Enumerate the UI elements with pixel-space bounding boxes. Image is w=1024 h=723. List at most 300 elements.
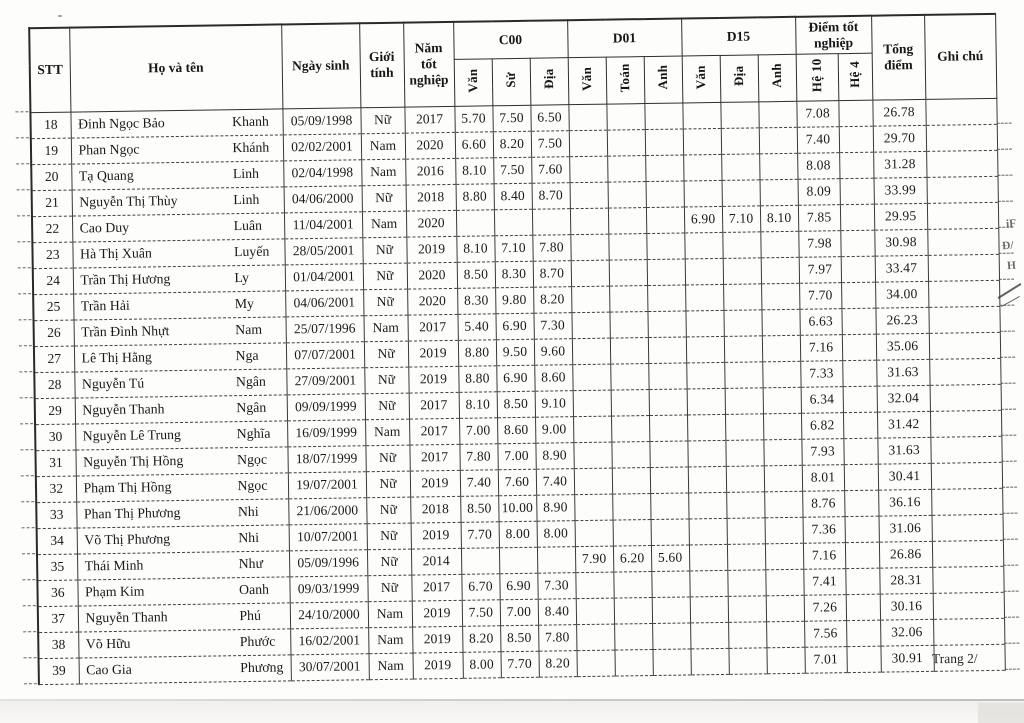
cell-d01-2 (645, 129, 683, 156)
cell-he4 (846, 620, 880, 647)
cell-name (75, 446, 287, 475)
header-ghi-chu: Ghi chú (924, 14, 996, 99)
cell-gender: Nam (361, 159, 405, 186)
name-given: Oanh (238, 581, 270, 598)
cell-tong: 30.41 (878, 463, 931, 490)
cell-grad-year: 2019 (412, 600, 462, 627)
cell-c00-0: 8.20 (462, 625, 500, 652)
cell-name (72, 238, 284, 267)
cell-c00-2: 8.00 (537, 520, 575, 547)
cell-c00-2: 8.40 (538, 598, 576, 625)
cell-d15-0 (686, 336, 724, 363)
cell-d01-1 (611, 441, 649, 468)
cell-he4 (844, 490, 878, 517)
cell-dob: 24/10/2000 (290, 601, 368, 628)
scan-dash-bleed (997, 149, 1012, 150)
cell-c00-1: 8.60 (497, 417, 535, 444)
cell-d15-2 (766, 621, 804, 648)
cell-d15-2 (764, 465, 802, 492)
cell-he10: 7.36 (803, 516, 845, 543)
scan-margin-mark: iF (1005, 217, 1017, 231)
cell-note (932, 566, 1003, 593)
cell-d15-1 (723, 257, 761, 284)
cell-stt: 26 (34, 320, 74, 347)
scan-speck (58, 15, 62, 17)
cell-d01-1 (610, 337, 648, 364)
cell-gender: Nam (368, 601, 412, 628)
scan-dash-bleed (21, 475, 34, 476)
cell-dob: 05/09/1998 (282, 107, 360, 134)
cell-d15-1 (726, 491, 764, 518)
cell-tong: 26.23 (876, 307, 929, 334)
cell-d01-1 (614, 623, 652, 650)
scan-dash-bleed (16, 163, 29, 164)
cell-d15-0 (689, 570, 727, 597)
scan-dash-bleed (24, 683, 37, 684)
cell-c00-1 (499, 547, 537, 574)
scan-dash-bleed (1004, 591, 1019, 592)
cell-stt: 32 (36, 476, 76, 503)
cell-he10: 8.08 (797, 152, 839, 179)
cell-gender: Nữ (366, 471, 410, 498)
cell-d15-0 (688, 466, 726, 493)
cell-he10: 6.63 (800, 308, 842, 335)
cell-stt: 38 (38, 632, 78, 659)
header-he4-label: Hệ 4 (847, 60, 863, 89)
cell-note (928, 254, 999, 281)
header-d01-anh-label: Anh (655, 64, 671, 90)
sheet (28, 13, 1004, 685)
cell-tong: 32.06 (880, 619, 933, 646)
cell-note (930, 436, 1001, 463)
cell-gender: Nữ (364, 341, 408, 368)
header-name: Họ và tên (69, 24, 282, 111)
cell-c00-2: 8.90 (536, 494, 574, 521)
cell-he10: 8.01 (802, 464, 844, 491)
scan-dash-bleed (1001, 435, 1016, 436)
scan-dash-bleed (997, 123, 1012, 124)
cell-he4 (842, 360, 876, 387)
scan-edge-band (0, 701, 1024, 723)
cell-d01-0 (573, 442, 611, 469)
cell-grad-year: 2014 (411, 548, 461, 575)
cell-c00-0 (456, 209, 494, 236)
cell-note (932, 514, 1003, 541)
name-family: Lê Thị Hằng (81, 349, 152, 366)
cell-d01-1 (608, 233, 646, 260)
cell-name (76, 498, 288, 527)
scan-dash-bleed (1001, 383, 1016, 384)
score-table (28, 13, 1005, 685)
cell-c00-2 (532, 208, 570, 235)
cell-note (933, 618, 1004, 645)
cell-he4 (845, 568, 879, 595)
header-d15-anh (758, 54, 797, 102)
name-given: Khánh (232, 139, 270, 156)
cell-d01-1 (613, 571, 651, 598)
cell-d15-1 (728, 621, 766, 648)
name-family: Phạm Thị Hồng (83, 479, 172, 496)
cell-c00-1: 7.00 (500, 599, 538, 626)
cell-tong: 30.98 (874, 229, 927, 256)
cell-d15-1 (720, 101, 758, 128)
cell-d01-2 (653, 648, 691, 675)
cell-stt: 36 (37, 580, 77, 607)
cell-d15-1 (729, 647, 767, 674)
cell-d01-1 (608, 207, 646, 234)
name-given: Ly (234, 269, 250, 286)
cell-he4 (843, 412, 877, 439)
cell-dob: 09/03/1999 (289, 575, 367, 602)
name-given: Ngân (235, 373, 266, 390)
scan-dash-bleed (1004, 617, 1019, 618)
cell-d01-0 (575, 520, 613, 547)
cell-c00-0: 7.50 (462, 599, 500, 626)
cell-name (71, 134, 283, 163)
cell-gender: Nữ (363, 289, 407, 316)
cell-d15-1 (724, 361, 762, 388)
cell-c00-1: 9.50 (496, 339, 534, 366)
cell-he10: 7.70 (799, 282, 841, 309)
cell-dob: 02/04/1998 (283, 159, 361, 186)
cell-d01-0 (570, 182, 608, 209)
cell-c00-1: 7.50 (492, 105, 530, 132)
cell-d15-0 (687, 414, 725, 441)
cell-d15-1 (724, 335, 762, 362)
header-group-d01: D01 (567, 19, 682, 58)
cell-c00-2 (537, 546, 575, 573)
cell-c00-2: 7.50 (531, 130, 569, 157)
cell-c00-2: 8.20 (533, 286, 571, 313)
cell-d15-0 (690, 622, 728, 649)
cell-d01-0 (568, 104, 606, 131)
cell-he10: 7.85 (798, 204, 840, 231)
header-he4 (838, 53, 873, 100)
cell-grad-year: 2020 (407, 288, 457, 315)
name-family: Phan Thị Phương (83, 504, 181, 522)
cell-he4 (840, 204, 874, 231)
cell-d15-0 (689, 544, 727, 571)
cell-c00-2: 7.40 (536, 468, 574, 495)
cell-d01-0 (570, 234, 608, 261)
cell-gender: Nữ (362, 237, 406, 264)
table-body (30, 98, 1004, 684)
cell-grad-year: 2017 (407, 314, 457, 341)
cell-grad-year: 2019 (408, 366, 458, 393)
cell-name (72, 186, 284, 215)
scan-dash-bleed (999, 253, 1014, 254)
cell-stt: 20 (31, 164, 71, 191)
cell-he4 (840, 230, 874, 257)
cell-he10: 7.33 (800, 360, 842, 387)
name-family: Nguyễn Thanh (82, 401, 165, 418)
cell-grad-year: 2018 (410, 496, 460, 523)
cell-c00-2: 8.20 (538, 650, 576, 677)
scan-dash-bleed (1002, 487, 1017, 488)
cell-grad-year: 2017 (409, 418, 459, 445)
scan-dash-bleed (19, 319, 32, 320)
cell-c00-0: 7.80 (459, 443, 497, 470)
cell-note (933, 592, 1004, 619)
cell-dob: 30/07/2001 (291, 653, 369, 680)
cell-he4 (839, 126, 873, 153)
cell-d15-2 (761, 257, 799, 284)
cell-d15-0 (686, 310, 724, 337)
cell-d01-0 (569, 130, 607, 157)
cell-d15-0 (684, 180, 722, 207)
cell-c00-1: 6.90 (499, 573, 537, 600)
cell-he10: 6.34 (801, 386, 843, 413)
cell-d15-1 (725, 387, 763, 414)
cell-d15-1 (727, 543, 765, 570)
cell-tong: 33.47 (875, 255, 928, 282)
name-family: Thái Minh (84, 557, 144, 574)
cell-d01-0 (576, 598, 614, 625)
cell-grad-year: 2017 (404, 106, 454, 133)
cell-d01-2 (647, 284, 685, 311)
name-family: Võ Thị Phương (84, 531, 171, 548)
cell-dob: 18/07/1999 (287, 445, 365, 472)
cell-dob: 16/02/2001 (290, 627, 368, 654)
cell-c00-0: 5.40 (457, 313, 495, 340)
header-c00-su (492, 58, 531, 106)
cell-dob: 19/07/2001 (288, 471, 366, 498)
name-family: Tạ Quang (78, 167, 134, 184)
cell-d01-2 (647, 258, 685, 285)
cell-grad-year: 2018 (406, 184, 456, 211)
cell-stt: 19 (31, 138, 71, 165)
cell-he10: 7.16 (800, 334, 842, 361)
name-given: Như (238, 555, 264, 572)
scan-dash-bleed (17, 189, 30, 190)
cell-note (929, 358, 1000, 385)
scan-margin-mark: H (1006, 259, 1017, 273)
cell-tong: 31.28 (873, 151, 926, 178)
cell-d01-0 (571, 286, 609, 313)
cell-d15-1 (721, 153, 759, 180)
name-given: Ngọc (237, 451, 268, 468)
cell-stt: 37 (38, 606, 78, 633)
cell-d15-2 (760, 179, 798, 206)
cell-name (77, 576, 289, 605)
cell-grad-year: 2016 (405, 158, 455, 185)
table-header (29, 14, 996, 112)
cell-stt: 35 (37, 554, 77, 581)
cell-tong: 26.78 (872, 99, 925, 126)
name-family: Nguyễn Lê Trung (82, 426, 181, 444)
cell-name (72, 212, 284, 241)
cell-note (927, 202, 998, 229)
cell-he10: 7.01 (805, 646, 847, 673)
cell-gender: Nữ (365, 393, 409, 420)
name-family: Võ Hữu (85, 635, 131, 652)
cell-d15-2 (763, 413, 801, 440)
cell-he10: 7.08 (796, 100, 838, 127)
cell-stt: 25 (33, 294, 73, 321)
cell-name (77, 524, 289, 553)
cell-d01-0 (573, 416, 611, 443)
cell-note (929, 306, 1000, 333)
cell-stt: 18 (30, 112, 70, 139)
scan-dash-bleed (22, 553, 35, 554)
scan-dash-bleed (20, 397, 33, 398)
cell-name (71, 160, 283, 189)
cell-stt: 21 (32, 190, 72, 217)
cell-c00-1: 6.90 (496, 365, 534, 392)
cell-grad-year: 2017 (411, 574, 461, 601)
cell-d15-0 (685, 258, 723, 285)
cell-stt: 30 (35, 424, 75, 451)
header-group-d15: D15 (681, 17, 796, 56)
cell-he4 (842, 334, 876, 361)
cell-gender: Nam (369, 653, 413, 680)
cell-d15-1 (728, 595, 766, 622)
cell-c00-1: 6.90 (495, 313, 533, 340)
cell-name (78, 602, 290, 631)
header-c00-van-label: Văn (465, 68, 481, 93)
cell-d15-2 (766, 595, 804, 622)
scan-dash-bleed (22, 579, 35, 580)
scan-dash-bleed (18, 293, 31, 294)
header-c00-dia (530, 57, 569, 105)
cell-dob: 25/07/1996 (285, 315, 363, 342)
cell-d01-0 (576, 624, 614, 651)
scan-dash-bleed (1002, 461, 1017, 462)
cell-name (70, 108, 282, 137)
cell-stt: 23 (32, 242, 72, 269)
cell-d01-2: 5.60 (651, 544, 689, 571)
cell-c00-0: 8.10 (456, 235, 494, 262)
cell-tong: 32.04 (877, 385, 930, 412)
cell-c00-2: 7.80 (538, 624, 576, 651)
cell-stt: 29 (35, 398, 75, 425)
name-given: My (234, 295, 255, 312)
cell-d01-1 (614, 597, 652, 624)
cell-d01-1 (615, 649, 653, 676)
cell-grad-year: 2019 (412, 652, 462, 679)
cell-d01-2 (649, 414, 687, 441)
cell-c00-1: 7.00 (497, 443, 535, 470)
cell-d01-0 (570, 208, 608, 235)
cell-d01-1 (612, 493, 650, 520)
cell-d15-0 (687, 388, 725, 415)
cell-c00-0: 7.00 (459, 417, 497, 444)
name-family: Nguyễn Tú (81, 375, 145, 392)
cell-c00-0: 8.80 (456, 183, 494, 210)
cell-name (73, 290, 285, 319)
header-d15-van (682, 55, 721, 103)
cell-note (930, 384, 1001, 411)
name-given: Ngọc (237, 477, 268, 494)
cell-name (75, 394, 287, 423)
cell-name (75, 420, 287, 449)
cell-c00-2: 7.30 (533, 312, 571, 339)
cell-d15-2 (765, 543, 803, 570)
cell-tong: 31.63 (877, 437, 930, 464)
cell-d15-2 (764, 491, 802, 518)
cell-d15-0 (687, 440, 725, 467)
cell-d01-2 (649, 388, 687, 415)
cell-dob: 01/04/2001 (285, 263, 363, 290)
cell-he10: 7.98 (798, 230, 840, 257)
name-family: Cao Duy (79, 219, 130, 236)
scan-dash-bleed (16, 137, 29, 138)
name-given: Nhi (237, 503, 259, 520)
cell-d15-1 (722, 179, 760, 206)
cell-d15-2 (759, 153, 797, 180)
cell-c00-2: 9.60 (534, 338, 572, 365)
cell-he4 (841, 282, 875, 309)
scan-dash-bleed (1000, 331, 1015, 332)
cell-d15-2 (759, 127, 797, 154)
cell-d15-1 (724, 309, 762, 336)
cell-he4 (840, 178, 874, 205)
cell-stt: 31 (35, 450, 75, 477)
header-gender: Giới tính (359, 23, 404, 108)
cell-grad-year: 2019 (408, 340, 458, 367)
cell-note (931, 462, 1002, 489)
cell-d15-0 (686, 362, 724, 389)
cell-c00-1: 8.20 (493, 131, 531, 158)
cell-he10: 7.93 (801, 438, 843, 465)
cell-he4 (843, 438, 877, 465)
scan-dash-bleed (19, 371, 32, 372)
cell-d15-2 (762, 309, 800, 336)
cell-c00-0: 8.00 (462, 651, 500, 678)
cell-c00-2: 7.80 (532, 234, 570, 261)
cell-c00-1: 8.40 (494, 183, 532, 210)
name-family: Trần Đình Nhựt (81, 323, 170, 340)
name-given: Linh (232, 165, 260, 182)
cell-d01-2 (651, 518, 689, 545)
cell-c00-2: 9.00 (535, 416, 573, 443)
cell-d01-1 (609, 285, 647, 312)
cell-dob: 05/09/1996 (289, 549, 367, 576)
header-d15-van-label: Văn (693, 64, 709, 89)
name-given: Ngân (236, 399, 267, 416)
cell-d01-0 (573, 390, 611, 417)
cell-gender: Nữ (362, 185, 406, 212)
cell-d01-2 (646, 232, 684, 259)
cell-d15-0 (684, 232, 722, 259)
header-he10-label: Hệ 10 (809, 58, 825, 92)
cell-grad-year: 2019 (410, 470, 460, 497)
name-given: Luân (233, 217, 263, 234)
cell-d01-2 (652, 622, 690, 649)
cell-tong: 31.63 (876, 359, 929, 386)
cell-d15-2 (767, 647, 805, 674)
cell-d01-0 (571, 312, 609, 339)
cell-he10: 7.16 (803, 542, 845, 569)
cell-d15-2 (760, 231, 798, 258)
cell-c00-1: 9.80 (495, 287, 533, 314)
cell-d01-2 (649, 440, 687, 467)
cell-d01-1: 6.20 (613, 545, 651, 572)
name-family: Phan Ngọc (78, 141, 140, 158)
cell-d15-1: 7.10 (722, 205, 760, 232)
cell-d15-2 (762, 335, 800, 362)
scan-dash-bleed (19, 345, 32, 346)
cell-gender: Nam (368, 627, 412, 654)
cell-d15-0 (682, 102, 720, 129)
cell-c00-0 (461, 547, 499, 574)
header-group-c00: C00 (453, 20, 568, 59)
cell-tong: 29.95 (874, 203, 927, 230)
name-family: Nguyễn Thanh (85, 609, 168, 626)
cell-he4 (847, 646, 881, 673)
cell-d01-2 (647, 310, 685, 337)
cell-c00-1: 8.50 (500, 625, 538, 652)
